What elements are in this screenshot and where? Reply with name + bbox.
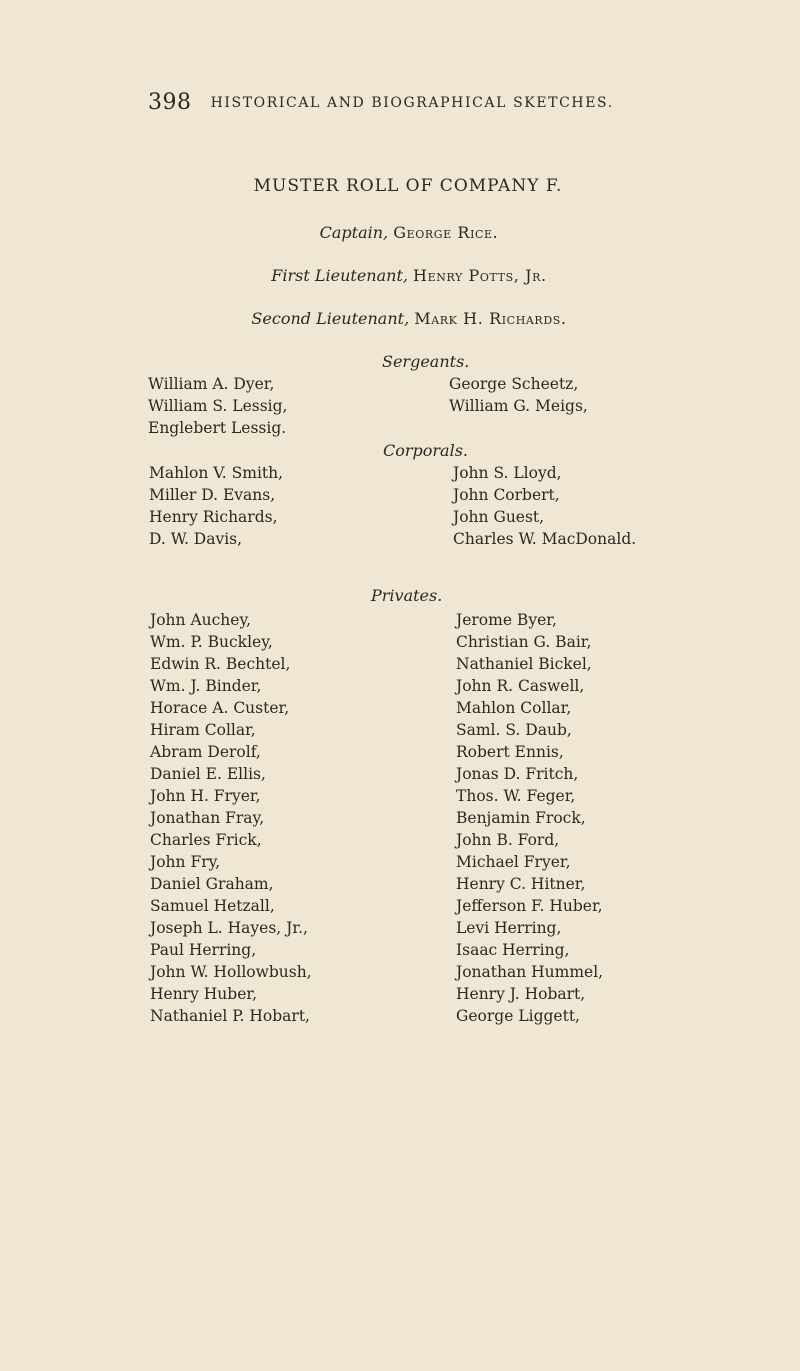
list-item: Wm. P. Buckley, <box>150 633 273 651</box>
page-header <box>148 90 614 115</box>
list-item: Saml. S. Daub, <box>456 721 572 739</box>
list-item: Daniel Graham, <box>150 875 274 893</box>
list-item: Thos. W. Feger, <box>456 787 576 805</box>
list-item: Wm. J. Binder, <box>150 677 262 695</box>
list-item: Paul Herring, <box>150 941 257 959</box>
officer-rank: Second Lieutenant, <box>251 309 410 328</box>
officer-name: Mark H. Richards. <box>414 309 567 328</box>
list-item: John H. Fryer, <box>150 787 261 805</box>
list-item: Englebert Lessig. <box>148 419 287 437</box>
list-item: Mahlon V. Smith, <box>149 464 284 482</box>
list-item: Edwin R. Bechtel, <box>150 655 291 673</box>
list-item: Nathaniel Bickel, <box>456 655 592 673</box>
list-item: George Liggett, <box>456 1007 580 1025</box>
officer-second-lieutenant <box>0 309 800 328</box>
list-item: Hiram Collar, <box>150 721 256 739</box>
sergeants-heading: Sergeants. <box>382 352 470 371</box>
corporals-left-column <box>149 462 283 550</box>
list-item: John S. Lloyd, <box>453 464 562 482</box>
list-item: Abram Derolf, <box>150 743 261 761</box>
privates-heading: Privates. <box>371 586 443 605</box>
list-item: Jonathan Hummel, <box>456 963 604 981</box>
officer-rank: First Lieutenant, <box>271 266 408 285</box>
officer-name: George Rice. <box>393 223 499 242</box>
list-item: Mahlon Collar, <box>456 699 572 717</box>
list-item: Christian G. Bair, <box>456 633 592 651</box>
list-item: Charles Frick, <box>150 831 262 849</box>
list-item: Benjamin Frock, <box>456 809 586 827</box>
list-item: John Guest, <box>453 508 545 526</box>
list-item: D. W. Davis, <box>149 530 243 548</box>
privates-left-column <box>150 609 312 1027</box>
list-item: William G. Meigs, <box>449 397 588 415</box>
corporals-heading: Corporals. <box>383 441 468 460</box>
list-item: George Scheetz, <box>449 375 579 393</box>
list-item: Henry Richards, <box>149 508 278 526</box>
list-item: John B. Ford, <box>456 831 560 849</box>
privates-right-column <box>456 609 603 1027</box>
officer-captain <box>0 223 800 242</box>
list-item: Jefferson F. Huber, <box>456 897 603 915</box>
page-number: 398 <box>148 90 192 115</box>
list-item: John Auchey, <box>150 611 252 629</box>
list-item: Joseph L. Hayes, Jr., <box>150 919 308 937</box>
list-item: Henry C. Hitner, <box>456 875 586 893</box>
list-item: John Fry, <box>150 853 221 871</box>
list-item: Horace A. Custer, <box>150 699 290 717</box>
list-item: Henry J. Hobart, <box>456 985 586 1003</box>
list-item: John R. Caswell, <box>456 677 585 695</box>
list-item: Daniel E. Ellis, <box>150 765 266 783</box>
list-item: Jerome Byer, <box>456 611 557 629</box>
list-item: Levi Herring, <box>456 919 562 937</box>
list-item: Robert Ennis, <box>456 743 564 761</box>
sergeants-right-column <box>449 373 588 417</box>
list-item: William S. Lessig, <box>148 397 288 415</box>
list-item: Henry Huber, <box>150 985 257 1003</box>
list-item: John Corbert, <box>453 486 560 504</box>
list-item: Michael Fryer, <box>456 853 571 871</box>
list-item: Isaac Herring, <box>456 941 570 959</box>
officer-first-lieutenant <box>0 266 800 285</box>
sergeants-left-column <box>148 373 287 439</box>
list-item: Charles W. MacDonald. <box>453 530 637 548</box>
officer-rank: Captain, <box>319 223 389 242</box>
list-item: William A. Dyer, <box>148 375 275 393</box>
list-item: Miller D. Evans, <box>149 486 276 504</box>
list-item: John W. Hollowbush, <box>150 963 312 981</box>
running-title: HISTORICAL AND BIOGRAPHICAL SKETCHES. <box>210 95 614 111</box>
list-item: Samuel Hetzall, <box>150 897 275 915</box>
muster-roll-title: MUSTER ROLL OF COMPANY F. <box>253 176 563 196</box>
list-item: Jonas D. Fritch, <box>456 765 579 783</box>
list-item: Jonathan Fray, <box>150 809 265 827</box>
list-item: Nathaniel P. Hobart, <box>150 1007 310 1025</box>
officer-name: Henry Potts, Jr. <box>413 266 547 285</box>
corporals-right-column <box>453 462 636 550</box>
